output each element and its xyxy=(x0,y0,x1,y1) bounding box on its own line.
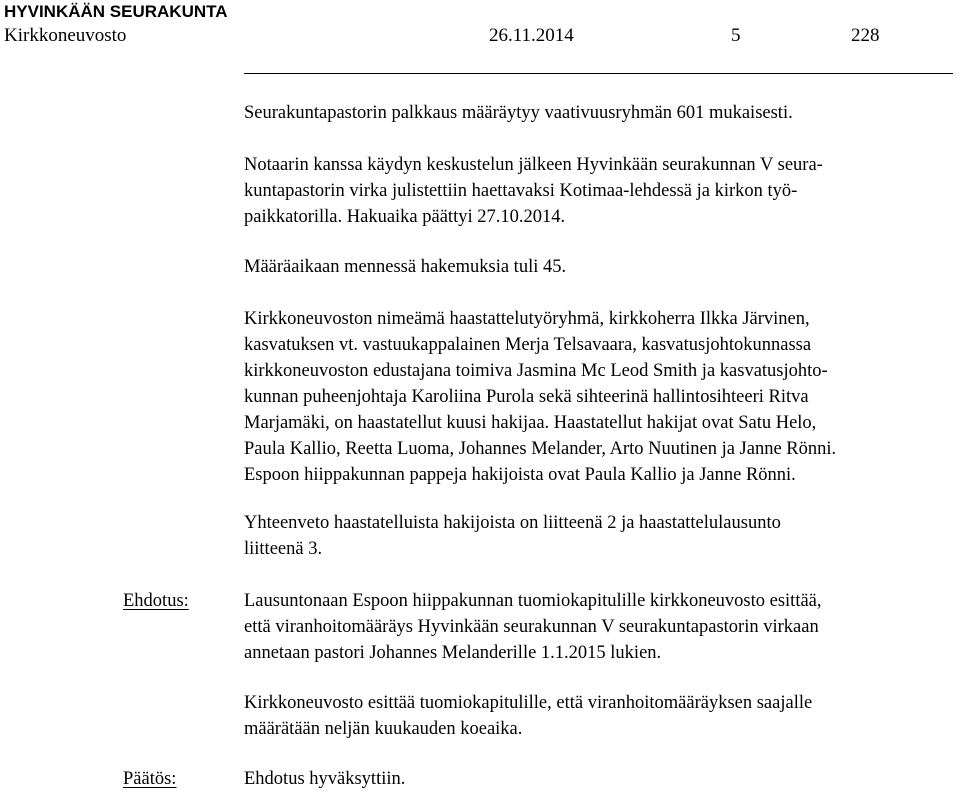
text-line: Kirkkoneuvoston nimeämä haastattelutyöryhmä, kirkkoherra Ilkka Järvinen, xyxy=(244,309,810,329)
proposal-label: Ehdotus: xyxy=(123,591,189,611)
text-line: Paula Kallio, Reetta Luoma, Johannes Melander, Arto Nuutinen ja Janne Rönni. xyxy=(244,439,837,459)
text-line: Yhteenveto haastatelluista hakijoista on liitteenä 2 ja haastattelulausunto xyxy=(244,513,781,533)
page-number: 228 xyxy=(851,25,880,46)
paragraph-applications xyxy=(244,254,954,280)
text-line: Ehdotus hyväksyttiin. xyxy=(244,769,406,789)
text-line: kasvatuksen vt. vastuukappalainen Merja Telsavaara, kasvatusjohtokunnassa xyxy=(244,335,812,355)
proposal-paragraph-1 xyxy=(244,588,954,666)
paragraph-interviews xyxy=(244,306,954,488)
meeting-body: Kirkkoneuvosto xyxy=(4,25,127,46)
text-line: Lausuntonaan Espoon hiippakunnan tuomiokapitulille kirkkoneuvosto esittää, xyxy=(244,591,822,611)
text-line: määrätään neljän kuukauden koeaika. xyxy=(244,719,523,739)
paragraph-announcement xyxy=(244,152,954,230)
text-line: Kirkkoneuvosto esittää tuomiokapitulille, että viranhoitomääräyksen saajalle xyxy=(244,693,813,713)
text-line: Seurakuntapastorin palkkaus määräytyy vaativuusryhmän 601 mukaisesti. xyxy=(244,103,793,123)
decision-label: Päätös: xyxy=(123,769,177,789)
text-line: liitteenä 3. xyxy=(244,539,323,559)
text-line: kuntapastorin virka julistettiin haettavaksi Kotimaa-lehdessä ja kirkon työ- xyxy=(244,181,798,201)
text-line: kunnan puheenjohtaja Karoliina Purola sekä sihteerinä hallintosihteeri Ritva xyxy=(244,387,809,407)
organization-name: HYVINKÄÄN SEURAKUNTA xyxy=(4,2,228,21)
proposal-paragraph-2 xyxy=(244,690,954,742)
text-line: että viranhoitomääräys Hyvinkään seurakunnan V seurakuntapastorin virkaan xyxy=(244,617,819,637)
decision-paragraph xyxy=(244,766,954,792)
text-line: Notaarin kanssa käydyn keskustelun jälkeen Hyvinkään seurakunnan V seura- xyxy=(244,155,823,175)
text-line: Määräaikaan mennessä hakemuksia tuli 45. xyxy=(244,257,567,277)
text-line: paikkatorilla. Hakuaika päättyi 27.10.2014. xyxy=(244,207,566,227)
paragraph-attachments xyxy=(244,510,954,562)
meeting-date: 26.11.2014 xyxy=(489,25,574,46)
text-line: Marjamäki, on haastatellut kuusi hakijaa. Haastatellut hakijat ovat Satu Helo, xyxy=(244,413,817,433)
item-number: 5 xyxy=(731,25,741,46)
paragraph-salary xyxy=(244,100,954,126)
text-line: kirkkoneuvoston edustajana toimiva Jasmina Mc Leod Smith ja kasvatusjohto- xyxy=(244,361,828,381)
header-rule xyxy=(244,73,953,74)
text-line: Espoon hiippakunnan pappeja hakijoista ovat Paula Kallio ja Janne Rönni. xyxy=(244,465,796,485)
text-line: annetaan pastori Johannes Melanderille 1.1.2015 lukien. xyxy=(244,643,662,663)
